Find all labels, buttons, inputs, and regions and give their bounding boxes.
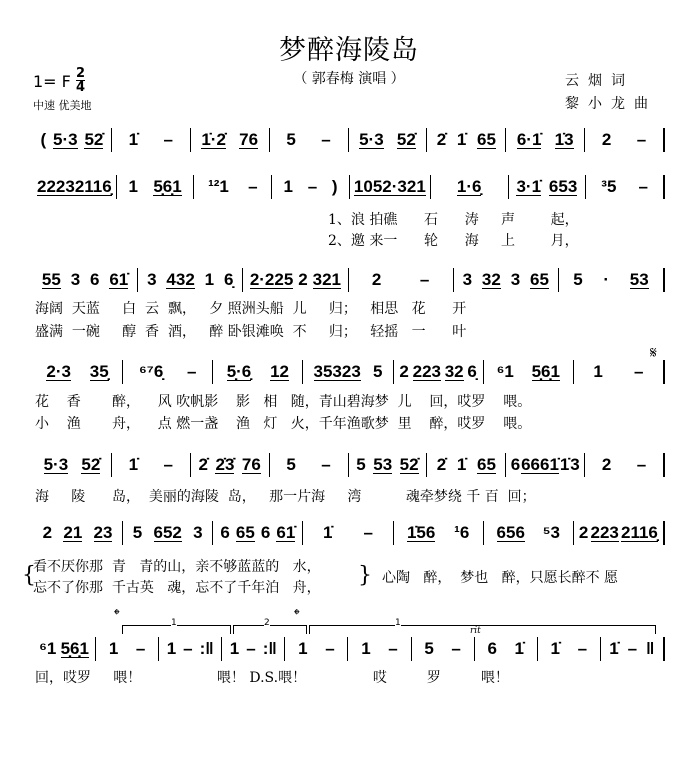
lyric-line: 海阔 天蓝 白 云 飘， 夕 照洲头船 儿 归； 相思 花 开 — [35, 301, 467, 317]
measure — [33, 175, 117, 199]
note-group: 2 — [601, 130, 612, 149]
coda-icon: 𝄌 — [294, 605, 300, 624]
note-group: 6̣ — [467, 362, 477, 381]
measure — [272, 175, 350, 199]
note-group: 6 — [260, 523, 271, 542]
measure — [348, 637, 411, 661]
time-bottom: 4 — [76, 80, 86, 95]
measure — [484, 360, 574, 384]
note-group: 653 — [548, 177, 578, 196]
note-group: 5 — [286, 455, 296, 474]
note-group: 1 — [229, 639, 240, 658]
note-group: 6 — [220, 523, 230, 542]
lyric-line: 盛满 一碗 醇 香 酒， 醉 卧银滩唤 不 归； 轻摇 一 叶 — [35, 324, 467, 340]
measure — [303, 521, 393, 545]
note-group: 76 — [239, 130, 259, 149]
note-group: – — [636, 455, 647, 474]
note-group: 65 — [530, 270, 549, 289]
note-group: 1̇ — [128, 455, 139, 474]
measure — [191, 128, 270, 152]
note-group: ‖ — [646, 639, 655, 658]
measure — [33, 268, 138, 292]
note-group: 5 — [132, 523, 143, 542]
measure — [601, 637, 665, 661]
note-group: 1 — [283, 177, 293, 196]
lyric-line: 海 陵 岛， 美丽的海陵 岛， 那一片海 湾 魂牵梦绕 千 百 回； — [35, 489, 536, 505]
note-group: 5·3 — [43, 455, 69, 474]
measure — [349, 128, 428, 152]
measure — [270, 128, 349, 152]
note-group: ⁵3 — [542, 523, 561, 542]
measure — [559, 268, 665, 292]
note-group: – — [321, 130, 331, 149]
staff-row-1 — [33, 128, 665, 152]
note-group: – — [135, 639, 146, 658]
note-group: – — [627, 639, 638, 658]
note-group: · — [603, 270, 610, 289]
note-group: 1̇ — [128, 130, 139, 149]
measure — [96, 637, 159, 661]
note-group: – — [636, 130, 647, 149]
volta-number: 2 — [264, 618, 270, 628]
lyric-line: 忘不了你那 千古英 魂，忘不了千年泊 舟， — [33, 580, 321, 596]
note-group: 1̇ — [559, 455, 570, 474]
measure — [222, 637, 285, 661]
measure — [213, 521, 303, 545]
lyric-line: 花 香 醉， 风 吹帆影 影 相 随，青山碧海梦 儿 回，哎罗 喂。 — [35, 394, 532, 410]
note-group: 2223 — [37, 177, 75, 196]
measure — [303, 360, 393, 384]
note-group: 3 — [462, 270, 473, 289]
staff-row-6 — [33, 521, 665, 545]
note-group: 2̇ — [198, 455, 208, 474]
note-group: ¹²1 — [208, 177, 229, 196]
note-group: 2·321 — [382, 177, 426, 196]
note-group: 652 — [153, 523, 182, 542]
tempo-marking: 中速 优美地 — [33, 99, 92, 112]
measure — [112, 453, 191, 477]
note-group: – — [633, 362, 644, 381]
coda-icon: 𝄌 — [114, 605, 120, 624]
note-group: 65 — [476, 130, 496, 149]
note-group: 76 — [241, 455, 261, 474]
note-group: – — [638, 177, 648, 196]
note-group: 1 — [361, 639, 371, 658]
brace-left: { — [22, 563, 36, 588]
measure — [454, 268, 559, 292]
note-group: – — [307, 177, 318, 196]
measure — [574, 360, 665, 384]
note-group: 1̇3 — [554, 130, 574, 149]
note-group: 5̣6̣1 — [60, 639, 89, 658]
note-group: 2̇ — [436, 130, 447, 149]
measure — [191, 453, 270, 477]
measure — [243, 268, 348, 292]
note-group: 5·3 — [53, 130, 78, 149]
note-group: 2·225 — [249, 270, 294, 289]
staff-row-5 — [33, 453, 665, 477]
note-group: 3 — [193, 523, 203, 542]
note-group: 6661̇ — [521, 455, 559, 474]
note-group: 6 — [487, 639, 497, 658]
note-group: 65 — [476, 455, 496, 474]
note-group: 1̇ — [322, 523, 333, 542]
volta-number: 1 — [395, 618, 401, 628]
note-group: 53 — [629, 270, 649, 289]
note-group: – — [163, 130, 174, 149]
note-group: ) — [331, 177, 338, 196]
note-group: 2116̣ — [74, 177, 112, 196]
ritardando-marking: rit — [470, 626, 481, 636]
measure — [509, 175, 587, 199]
lyric-line: 1、浪 拍礁 石 涛 声 起， — [328, 212, 579, 228]
measure — [117, 175, 195, 199]
note-group: 1̇ — [514, 639, 524, 658]
note-group: – — [363, 523, 373, 542]
note-group: 55 — [41, 270, 61, 289]
note-group: 6̣ — [223, 270, 234, 289]
lyric-line: 2、邀 来一 轮 海 上 月， — [328, 233, 579, 249]
note-group: 5 — [424, 639, 434, 658]
note-group: 61̇ — [276, 523, 296, 542]
measure — [586, 175, 665, 199]
measure — [270, 453, 349, 477]
measure — [412, 637, 475, 661]
measure — [394, 521, 484, 545]
singer-credit: （ 郭春梅 演唱 ） — [293, 71, 405, 87]
note-group: 105 — [353, 177, 383, 196]
note-group: 1̇ — [456, 455, 467, 474]
note-group: 2 — [578, 523, 589, 542]
note-group: :‖ — [262, 639, 277, 658]
measure — [585, 453, 665, 477]
measure — [33, 128, 112, 152]
note-group: 1 — [108, 639, 119, 658]
note-group: 35323 — [313, 362, 361, 381]
note-group: – — [325, 639, 335, 658]
volta-bracket-3 — [309, 618, 656, 634]
note-group: – — [246, 639, 256, 658]
note-group: 1·6̣ — [456, 177, 482, 196]
measure — [349, 268, 454, 292]
lyric-line: 看不厌你那 青 青的山，亲不够蓝蓝的 水， — [33, 559, 321, 575]
note-group: 656 — [496, 523, 525, 542]
note-group: 5 — [372, 362, 383, 381]
note-group: 1 — [204, 270, 215, 289]
note-group: 2 — [42, 523, 53, 542]
measure — [350, 175, 431, 199]
note-group: 52̇ — [84, 130, 104, 149]
note-group: 1 — [298, 639, 308, 658]
measure — [33, 637, 96, 661]
note-group: 52̇ — [399, 455, 419, 474]
note-group: 3 — [147, 270, 157, 289]
note-group: ( — [40, 130, 47, 149]
note-group: 2̇ — [436, 455, 447, 474]
staff-row-2 — [33, 175, 665, 199]
note-group: 5̣·6̣ — [226, 362, 252, 381]
note-group: 1̇ — [550, 639, 560, 658]
song-title: 梦醉海陵岛 — [279, 35, 419, 66]
staff-row-7 — [33, 637, 665, 661]
note-group: 1̇56 — [406, 523, 436, 542]
measure — [112, 128, 191, 152]
note-group: 2 — [399, 362, 409, 381]
note-group: 1̇ — [456, 130, 467, 149]
note-group: 3 — [570, 455, 580, 474]
note-group: 21 — [63, 523, 83, 542]
measure — [538, 637, 601, 661]
note-group: 2 — [601, 455, 612, 474]
note-group: :‖ — [199, 639, 214, 658]
time-top: 2 — [76, 66, 86, 81]
note-group: 35̣ — [89, 362, 109, 381]
segno-icon: 𝄋 — [650, 343, 657, 362]
note-group: 1 — [593, 362, 603, 381]
staff-row-3 — [33, 268, 665, 292]
measure — [427, 128, 506, 152]
measure — [506, 453, 585, 477]
lyric-line: 回，哎罗 喂！ 喂！ D.S.喂！ 哎 罗 喂！ — [35, 670, 509, 686]
measure — [33, 453, 112, 477]
note-group: 32 — [444, 362, 464, 381]
note-group: – — [183, 639, 193, 658]
note-group: 23 — [93, 523, 113, 542]
measure — [194, 175, 272, 199]
note-group: 52̇ — [396, 130, 416, 149]
note-group: 3·1̇ — [516, 177, 542, 196]
measure — [123, 521, 213, 545]
note-group: 6 — [90, 270, 100, 289]
note-group: 61̇ — [109, 270, 129, 289]
measure — [138, 268, 243, 292]
note-group: 2 — [298, 270, 308, 289]
note-group: 2̇3̇ — [215, 455, 235, 474]
note-group: – — [163, 455, 174, 474]
note-group: 65 — [235, 523, 255, 542]
note-group: 5 — [356, 455, 366, 474]
volta-number: 1 — [171, 618, 177, 628]
measure — [33, 521, 123, 545]
brace-right: } — [358, 563, 372, 588]
measure — [33, 360, 123, 384]
measure — [574, 521, 665, 545]
note-group: ⁶1 — [496, 362, 514, 381]
note-group: 2 — [371, 270, 382, 289]
measure — [431, 175, 509, 199]
volta-bracket-2 — [233, 618, 307, 634]
note-group: 2·3 — [46, 362, 71, 381]
measure — [285, 637, 348, 661]
note-group: – — [577, 639, 588, 658]
note-group: 223 — [590, 523, 619, 542]
note-group: ⁶1 — [39, 639, 57, 658]
measure — [427, 453, 506, 477]
lyric-line: 小 渔 舟， 点 燃一盏 渔 灯 火，千年渔歌梦 里 醉，哎罗 喂。 — [35, 416, 532, 432]
note-group: – — [321, 455, 331, 474]
note-group: 32 — [481, 270, 501, 289]
note-group: 3 — [510, 270, 521, 289]
note-group: 1̇ — [609, 639, 619, 658]
note-group: 1̇·2̇ — [201, 130, 226, 149]
measure — [123, 360, 213, 384]
measure — [506, 128, 585, 152]
note-group: – — [186, 362, 197, 381]
note-group: ⁶⁷6̣ — [138, 362, 164, 381]
measure — [213, 360, 303, 384]
measure — [585, 128, 665, 152]
note-group: 6 — [510, 455, 521, 474]
note-group: 1 — [128, 177, 138, 196]
measure — [475, 637, 538, 661]
note-group: 5 — [573, 270, 583, 289]
note-group: 5̣6̣1 — [531, 362, 560, 381]
note-group: 321 — [312, 270, 342, 289]
volta-bracket-1 — [122, 618, 231, 634]
note-group: – — [419, 270, 430, 289]
note-group: 5·3 — [359, 130, 384, 149]
note-group: 52̇ — [81, 455, 101, 474]
composer-credit: 黎小龙曲 — [565, 96, 657, 112]
time-signature — [76, 67, 85, 94]
note-group: 5 — [286, 130, 296, 149]
note-group: – — [451, 639, 461, 658]
note-group: 432 — [166, 270, 195, 289]
lyricist-credit: 云烟词 — [565, 73, 634, 89]
refrain-lyric: 心陶 醉， 梦也 醉，只愿长醉不 愿 — [382, 570, 619, 586]
note-group: 3 — [70, 270, 81, 289]
staff-row-4 — [33, 360, 665, 384]
note-group: – — [388, 639, 398, 658]
measure — [159, 637, 222, 661]
note-group: 223 — [412, 362, 441, 381]
note-group: – — [248, 177, 258, 196]
note-group: 12 — [270, 362, 289, 381]
key-signature: 1= F — [33, 72, 71, 91]
note-group: 53 — [373, 455, 393, 474]
measure — [484, 521, 574, 545]
note-group: ³5 — [601, 177, 617, 196]
measure — [394, 360, 484, 384]
note-group: 2116̣ — [621, 523, 658, 542]
note-group: 1 — [166, 639, 177, 658]
measure — [349, 453, 428, 477]
note-group: ¹6 — [454, 523, 470, 542]
note-group: 6·1̇ — [516, 130, 542, 149]
note-group: 5̣6̣1 — [153, 177, 182, 196]
